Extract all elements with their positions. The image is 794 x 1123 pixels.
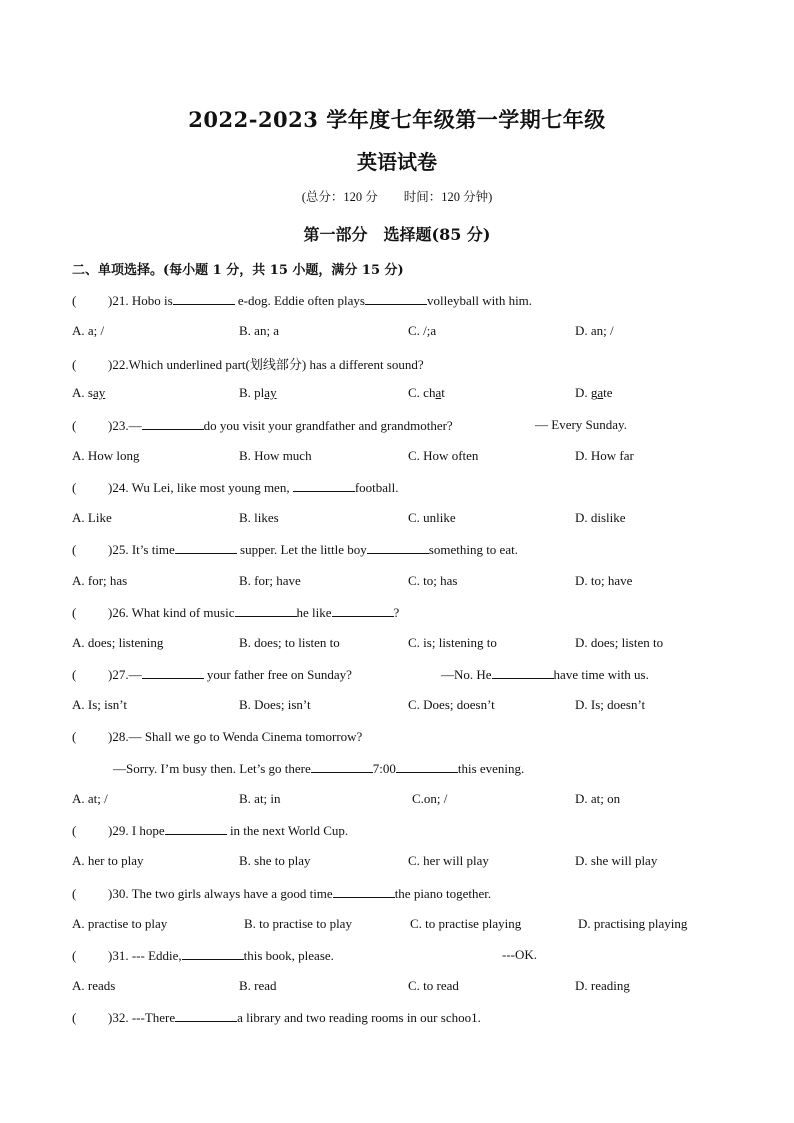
question-text: )23.— [108, 418, 142, 433]
exam-title: 2022-2023 学年度七年级第一学期七年级 [188, 107, 606, 132]
option-d: D. Is; doesn’t [575, 697, 646, 712]
question-text: your father free on Sunday? [203, 667, 352, 682]
question-text: e-dog. Eddie often plays [234, 293, 365, 308]
option-text: D. g [575, 385, 598, 400]
option-c: C. Does; doesn’t [408, 697, 495, 712]
question-text: )31. --- Eddie, [108, 948, 182, 963]
question-22 [72, 354, 424, 373]
option-c: C. to read [408, 978, 459, 993]
question-text: )22.Which underlined part(划线部分) has a different sound? [108, 357, 424, 372]
question-text: volleyball with him. [426, 293, 533, 308]
answer-blank [492, 666, 554, 679]
option-text: A. s [72, 385, 93, 400]
question-31 [72, 947, 334, 964]
part-heading: 第一部分 选择题(85 分) [303, 225, 491, 244]
underlined-part: a [597, 385, 604, 400]
option-d: D. does; listen to [575, 635, 664, 650]
answer-blank [333, 885, 395, 898]
question-30 [72, 885, 491, 902]
answer-blank [173, 292, 235, 305]
question-24 [72, 479, 399, 496]
question-text: supper. Let the little boy [236, 542, 367, 557]
question-text: football. [354, 480, 399, 495]
option-text: B. pl [239, 385, 265, 400]
option-d: D. reading [575, 978, 630, 993]
question-text: —Sorry. I’m busy then. Let’s go there [113, 761, 311, 776]
answer-blank [165, 822, 227, 835]
answer-paren: ( [72, 729, 77, 744]
question-21 [72, 292, 532, 309]
question-text: this book, please. [243, 948, 334, 963]
answer-paren: ( [72, 542, 77, 557]
option-c: C. her will play [408, 853, 489, 868]
question-text: —No. He [441, 667, 492, 682]
option-d: D. practising playing [578, 916, 688, 931]
option-b: B. Does; isn’t [239, 697, 311, 712]
question-text: )26. What kind of music [108, 605, 235, 620]
question-23-reply: — Every Sunday. [535, 417, 627, 432]
option-a: A. does; listening [72, 635, 164, 650]
question-26 [72, 604, 399, 621]
question-text: in the next World Cup. [226, 823, 349, 838]
option-c: C. is; listening to [408, 635, 497, 650]
option-d: D. she will play [575, 853, 658, 868]
question-text: )32. ---There [108, 1010, 176, 1025]
option-d [575, 385, 613, 401]
question-27-reply [441, 666, 649, 683]
answer-blank [365, 292, 427, 305]
question-text: he like [296, 605, 332, 620]
answer-blank [142, 666, 204, 679]
option-a: A. practise to play [72, 916, 168, 931]
option-b: B. to practise to play [244, 916, 352, 931]
question-27 [72, 666, 352, 683]
question-text: 7:00 [372, 761, 396, 776]
option-c: C.on; / [412, 791, 448, 806]
option-b: B. likes [239, 510, 279, 525]
option-c: C. to practise playing [410, 916, 522, 931]
option-b: B. at; in [239, 791, 281, 806]
answer-paren: ( [72, 293, 77, 308]
option-a: A. at; / [72, 791, 108, 806]
question-text: )30. The two girls always have a good time [108, 886, 333, 901]
option-d: D. How far [575, 448, 634, 463]
option-a: A. Is; isn’t [72, 697, 128, 712]
answer-paren: ( [72, 948, 77, 963]
question-31-reply: ---OK. [502, 947, 538, 962]
option-text: te [603, 385, 613, 400]
underlined-part: ay [264, 385, 277, 400]
option-c: C. unlike [408, 510, 456, 525]
option-b: B. read [239, 978, 277, 993]
answer-paren: ( [72, 823, 77, 838]
answer-blank [293, 479, 355, 492]
question-text: )27.— [108, 667, 142, 682]
option-b: B. she to play [239, 853, 311, 868]
option-d: D. an; / [575, 323, 614, 338]
option-a: A. for; has [72, 573, 128, 588]
answer-blank [367, 541, 429, 554]
question-text: have time with us. [553, 667, 649, 682]
question-23 [72, 417, 453, 434]
question-28-reply [113, 760, 524, 777]
question-text: )24. Wu Lei, like most young men, [108, 480, 293, 495]
answer-blank [175, 1009, 237, 1022]
question-28 [72, 729, 362, 745]
answer-blank [235, 604, 297, 617]
option-a: A. a; / [72, 323, 105, 338]
exam-meta [0, 187, 794, 205]
option-d: D. to; have [575, 573, 633, 588]
answer-paren: ( [72, 357, 77, 372]
option-b: B. How much [239, 448, 312, 463]
option-a: A. How long [72, 448, 140, 463]
question-29 [72, 822, 348, 839]
option-c: C. to; has [408, 573, 458, 588]
answer-paren: ( [72, 886, 77, 901]
answer-paren: ( [72, 667, 77, 682]
answer-blank [175, 541, 237, 554]
question-text: ? [393, 605, 400, 620]
question-text: this evening. [457, 761, 525, 776]
option-c [408, 385, 445, 401]
underlined-part: a [435, 385, 442, 400]
option-a: A. reads [72, 978, 116, 993]
option-text: C. ch [408, 385, 436, 400]
answer-paren: ( [72, 480, 77, 495]
option-d: D. at; on [575, 791, 621, 806]
score-info: (总分：120 分 [301, 190, 378, 204]
question-text: do you visit your grandfather and grandmother? [203, 418, 453, 433]
answer-paren: ( [72, 1010, 77, 1025]
answer-blank [182, 947, 244, 960]
option-b [239, 385, 277, 401]
option-d: D. dislike [575, 510, 626, 525]
question-text: )25. It’s time [108, 542, 175, 557]
question-text: )29. I hope [108, 823, 165, 838]
option-c: C. How often [408, 448, 479, 463]
option-b: B. an; a [239, 323, 280, 338]
answer-paren: ( [72, 605, 77, 620]
time-info: 时间：120 分钟) [403, 190, 493, 204]
question-text: a library and two reading rooms in our schoo1. [237, 1010, 481, 1025]
answer-paren: ( [72, 418, 77, 433]
answer-blank [396, 760, 458, 773]
exam-subtitle: 英语试卷 [357, 150, 437, 174]
option-b: B. for; have [239, 573, 301, 588]
question-text: )28.— Shall we go to Wenda Cinema tomorrow? [108, 729, 363, 744]
option-text: t [441, 385, 445, 400]
question-text: )21. Hobo is [108, 293, 173, 308]
question-32 [72, 1009, 481, 1026]
option-c: C. /;a [408, 323, 437, 338]
option-a [72, 385, 105, 401]
answer-blank [311, 760, 373, 773]
option-a: A. Like [72, 510, 112, 525]
option-b: B. does; to listen to [239, 635, 340, 650]
question-25 [72, 541, 518, 558]
underlined-part: ay [92, 385, 106, 400]
section-heading: 二、单项选择。(每小题 1 分，共 15 小题，满分 15 分) [72, 263, 404, 278]
answer-blank [332, 604, 394, 617]
answer-blank [142, 417, 204, 430]
question-text: the piano together. [394, 886, 492, 901]
option-a: A. her to play [72, 853, 144, 868]
question-text: something to eat. [428, 542, 518, 557]
